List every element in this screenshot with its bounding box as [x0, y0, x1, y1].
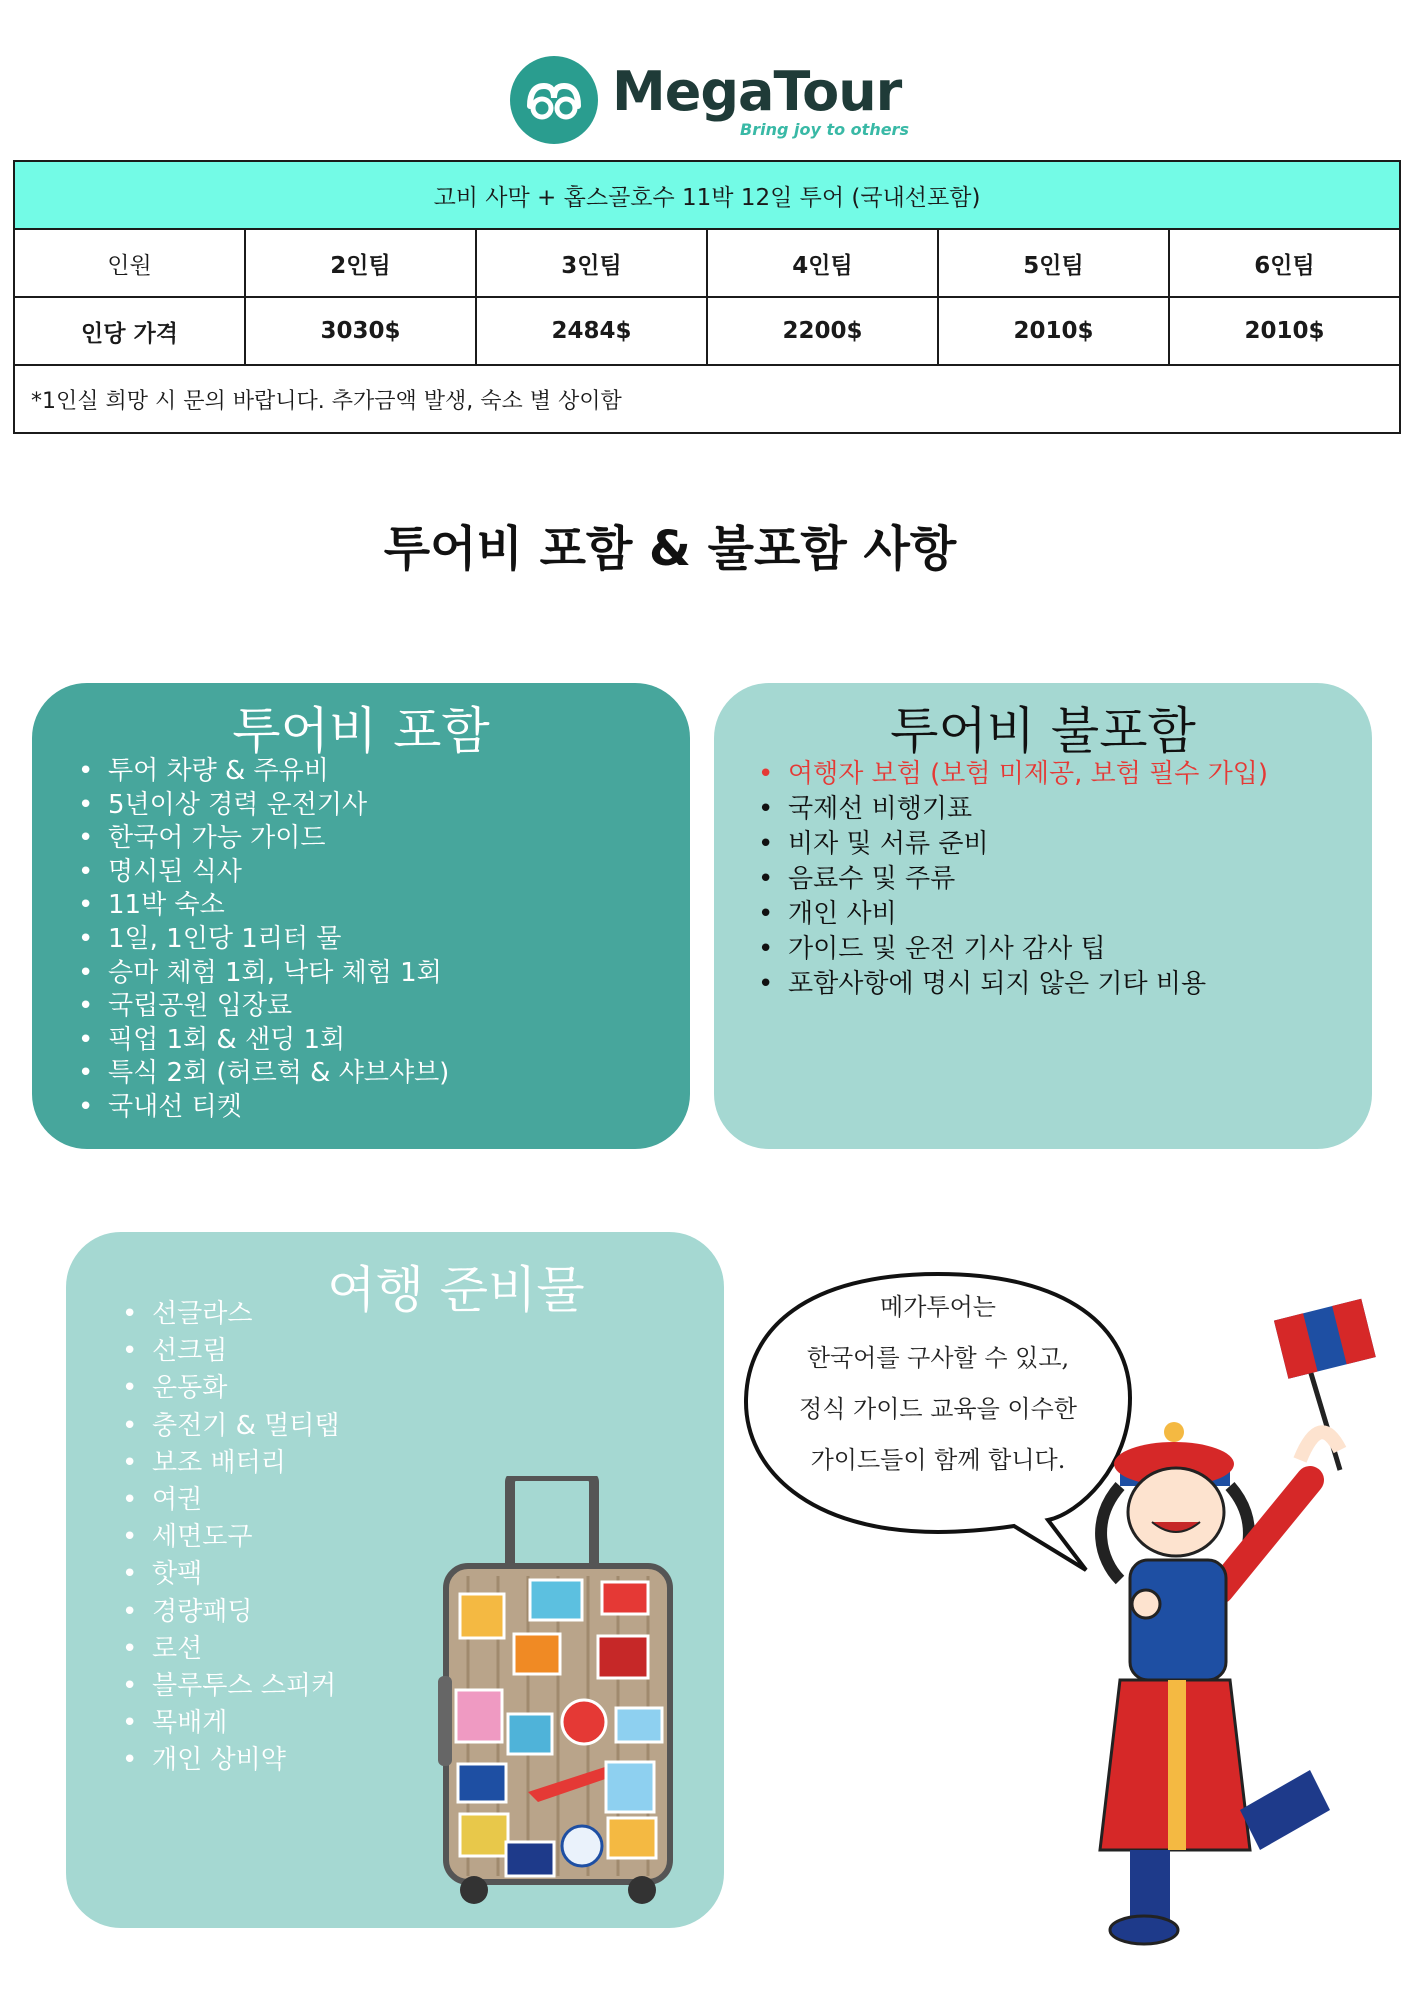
list-item: • 11박 숙소 [78, 889, 449, 923]
team-header: 5인팀 [938, 229, 1169, 297]
tour-title: 고비 사막 + 홉스골호수 11박 12일 투어 (국내선포함) [14, 161, 1400, 229]
excluded-list [758, 757, 1268, 1002]
suitcase-illustration [438, 1476, 678, 1908]
price-cell: 2484$ [476, 297, 707, 365]
team-header: 3인팀 [476, 229, 707, 297]
brand-name: MegaTour [612, 60, 902, 123]
list-item: • 세면도구 [122, 1519, 340, 1556]
speech-line: 한국어를 구사할 수 있고, [806, 1344, 1070, 1372]
included-card [32, 683, 690, 1149]
team-header: 6인팀 [1169, 229, 1400, 297]
logo-mark-icon [510, 56, 598, 144]
list-item: • 블루투스 스피커 [122, 1668, 340, 1705]
list-item-warning: • 여행자 보험 (보험 미제공, 보험 필수 가입) [758, 757, 1268, 792]
list-item: • 핫팩 [122, 1556, 340, 1593]
price-cell: 2200$ [707, 297, 938, 365]
list-item: • 픽업 1회 & 샌딩 1회 [78, 1024, 449, 1058]
list-item: • 투어 차량 & 주유비 [78, 755, 449, 789]
price-table [13, 160, 1401, 434]
header-label: 인원 [14, 229, 245, 297]
team-header: 2인팀 [245, 229, 476, 297]
list-item: • 충전기 & 멀티탭 [122, 1408, 340, 1445]
list-item: • 국제선 비행기표 [758, 792, 1268, 827]
excluded-title: 투어비 불포함 [890, 702, 1196, 760]
price-label: 인당 가격 [14, 297, 245, 365]
list-item: • 개인 상비약 [122, 1742, 340, 1779]
list-item: • 경량패딩 [122, 1594, 340, 1631]
guide-character-illustration [1060, 1290, 1380, 1950]
list-item: • 가이드 및 운전 기사 감사 팁 [758, 932, 1268, 967]
speech-line: 정식 가이드 교육을 이수한 [799, 1395, 1077, 1423]
list-item: • 로션 [122, 1631, 340, 1668]
excluded-card [714, 683, 1372, 1149]
team-header: 4인팀 [707, 229, 938, 297]
list-item: • 선크림 [122, 1333, 340, 1370]
speech-line: 메가투어는 [880, 1293, 996, 1321]
section-title: 투어비 포함 & 불포함 사항 [383, 521, 957, 577]
price-cell: 2010$ [938, 297, 1169, 365]
list-item: • 특식 2회 (허르헉 & 샤브샤브) [78, 1057, 449, 1091]
list-item: • 목배게 [122, 1705, 340, 1742]
table-price-row [14, 297, 1400, 365]
included-title: 투어비 포함 [232, 702, 490, 760]
packing-list [122, 1296, 340, 1780]
list-item: • 포함사항에 명시 되지 않은 기타 비용 [758, 967, 1268, 1002]
list-item: • 승마 체험 1회, 낙타 체험 1회 [78, 957, 449, 991]
table-title-row [14, 161, 1400, 229]
table-note-row [14, 365, 1400, 433]
packing-title: 여행 준비물 [327, 1261, 585, 1319]
list-item: • 1일, 1인당 1리터 물 [78, 923, 449, 957]
list-item: • 한국어 가능 가이드 [78, 822, 449, 856]
list-item: • 보조 배터리 [122, 1445, 340, 1482]
list-item: • 국립공원 입장료 [78, 990, 449, 1024]
price-note: *1인실 희망 시 문의 바랍니다. 추가금액 발생, 숙소 별 상이함 [14, 365, 1400, 433]
list-item: • 국내선 티켓 [78, 1091, 449, 1125]
brand-logo [510, 52, 910, 147]
speech-line: 가이드들이 함께 합니다. [810, 1446, 1066, 1474]
list-item: • 운동화 [122, 1370, 340, 1407]
list-item: • 비자 및 서류 준비 [758, 827, 1268, 862]
included-list [78, 755, 449, 1125]
list-item: • 여권 [122, 1482, 340, 1519]
list-item: • 선글라스 [122, 1296, 340, 1333]
table-header-row [14, 229, 1400, 297]
speech-text [768, 1282, 1108, 1486]
price-cell: 3030$ [245, 297, 476, 365]
list-item: • 음료수 및 주류 [758, 862, 1268, 897]
price-cell: 2010$ [1169, 297, 1400, 365]
list-item: • 개인 사비 [758, 897, 1268, 932]
list-item: • 5년이상 경력 운전기사 [78, 789, 449, 823]
brand-tagline: Bring joy to others [740, 120, 909, 139]
list-item: • 명시된 식사 [78, 856, 449, 890]
